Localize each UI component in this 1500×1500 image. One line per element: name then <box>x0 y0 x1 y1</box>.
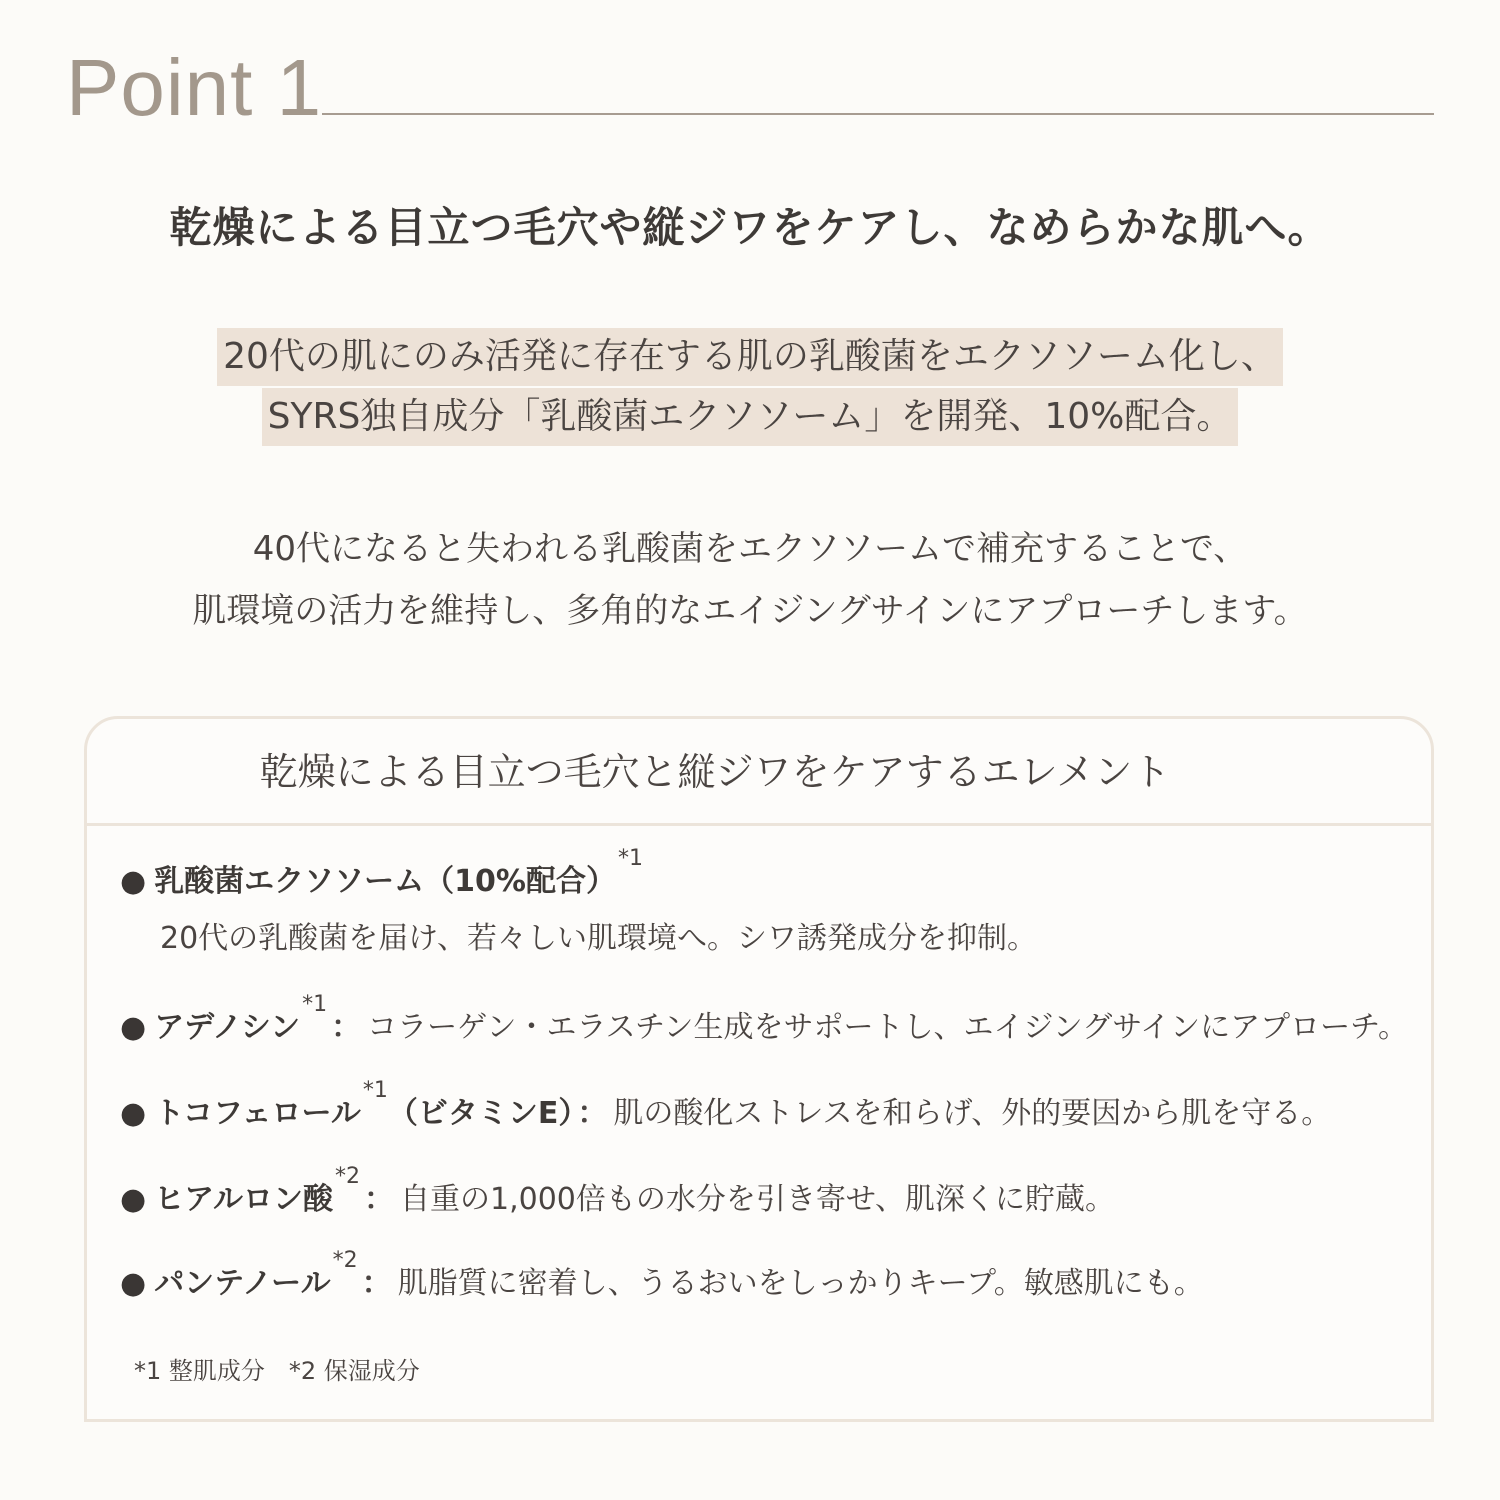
element-name: アデノシン <box>154 1010 301 1045</box>
element-name: トコフェロール <box>154 1096 361 1131</box>
elements-card <box>84 716 1434 1422</box>
separator: ： <box>364 1182 394 1217</box>
bullet-icon: ● <box>120 1010 147 1045</box>
element-name: 乳酸菌エクソソーム（10%配合） <box>154 864 616 899</box>
bullet-icon: ● <box>120 1266 147 1301</box>
element-name: パンテノール <box>154 1266 331 1301</box>
element-description: 肌脂質に密着し、うるおいをしっかりキープ。敏感肌にも。 <box>397 1266 1204 1301</box>
element-description: 肌の酸化ストレスを和らげ、外的要因から肌を守る。 <box>613 1096 1332 1131</box>
paragraph-line: 肌環境の活力を維持し、多角的なエイジングサインにアプローチします。 <box>192 591 1308 631</box>
footnote-2: *2 保湿成分 <box>288 1357 420 1385</box>
element-item <box>120 1164 1115 1223</box>
highlight-line: 20代の肌にのみ活発に存在する肌の乳酸菌をエクソソーム化し、 <box>217 328 1283 386</box>
footnotes <box>134 1356 420 1386</box>
paragraph-line: 40代になると失われる乳酸菌をエクソソームで補充することで、 <box>252 529 1248 569</box>
element-item <box>120 1078 1332 1137</box>
highlight-block <box>0 328 1500 448</box>
footnote-marker: *2 <box>335 1164 360 1189</box>
bullet-icon: ● <box>120 1182 147 1217</box>
separator: ： <box>361 1266 392 1301</box>
footnote-1: *1 整肌成分 <box>134 1357 265 1385</box>
bullet-icon: ● <box>120 864 147 899</box>
element-name: ヒアルロン酸 <box>154 1182 333 1217</box>
element-description: 20代の乳酸菌を届け、若々しい肌環境へ。シワ誘発成分を抑制。 <box>160 921 1037 956</box>
card-title: 乾燥による目立つ毛穴と縦ジワをケアするエレメント <box>259 750 1171 794</box>
footnote-marker: *1 <box>302 992 328 1017</box>
separator: ： <box>577 1096 608 1131</box>
footnote-marker: *1 <box>618 846 643 871</box>
bullet-icon: ● <box>120 1096 147 1131</box>
footnote-marker: *1 <box>362 1078 388 1103</box>
highlight-line: SYRS独自成分「乳酸菌エクソソーム」を開発、10%配合。 <box>262 388 1239 446</box>
element-description: コラーゲン・エラスチン生成をサポートし、エイジングサインにアプローチ。 <box>367 1010 1408 1045</box>
element-description: 自重の1,000倍もの水分を引き寄せ、肌深くに貯蔵。 <box>400 1182 1115 1217</box>
card-divider <box>87 823 1431 826</box>
element-name-extra: （ビタミンE） <box>387 1096 574 1131</box>
element-item <box>120 846 1037 959</box>
separator: ： <box>331 1010 362 1045</box>
headline: 乾燥による目立つ毛穴や縦ジワをケアし、なめらかな肌へ。 <box>169 203 1331 252</box>
element-item <box>120 1248 1204 1307</box>
title-divider <box>322 113 1434 115</box>
element-item <box>120 992 1408 1051</box>
point-title: Point 1 <box>66 43 323 132</box>
description-paragraph <box>0 518 1500 642</box>
footnote-marker: *2 <box>332 1248 358 1273</box>
